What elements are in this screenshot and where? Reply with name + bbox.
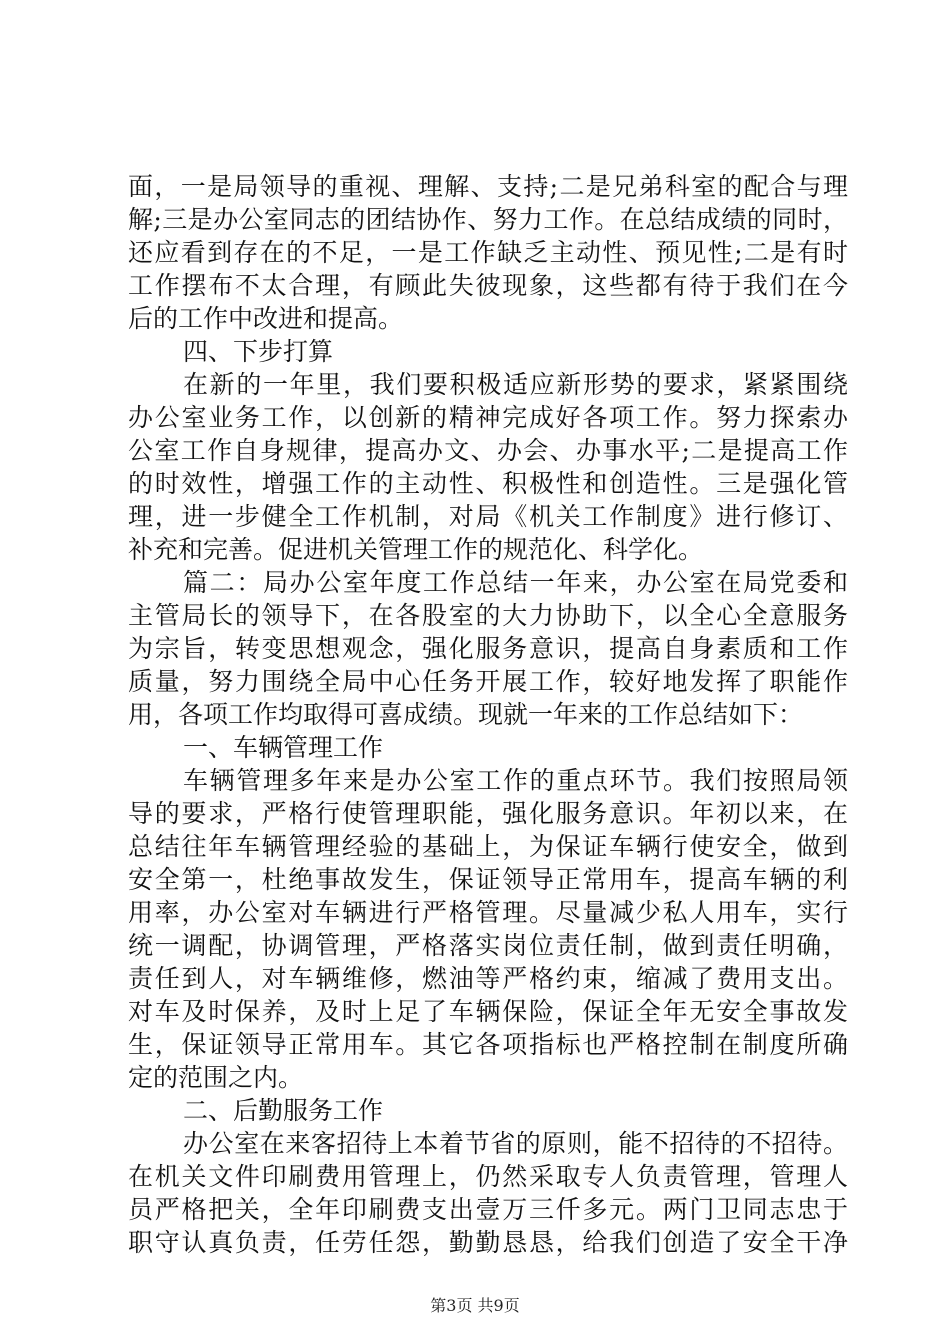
section-heading-vehicle-management: 一、车辆管理工作 <box>183 733 384 762</box>
text-line: 责任到人，对车辆维修，燃油等严格约束，缩减了费用支出。 <box>128 964 848 993</box>
text-line: 为宗旨，转变思想观念，强化服务意识，提高自身素质和工作 <box>128 634 848 663</box>
section-heading-logistics-service: 二、后勤服务工作 <box>183 1096 384 1125</box>
text-line: 办公室在来客招待上本着节省的原则，能不招待的不招待。 <box>183 1129 848 1158</box>
text-line: 对车及时保养，及时上足了车辆保险，保证全年无安全事故发 <box>128 997 848 1026</box>
text-line: 后的工作中改进和提高。 <box>128 304 404 333</box>
text-line: 补充和完善。促进机关管理工作的规范化、科学化。 <box>128 535 704 564</box>
text-line: 导的要求，严格行使管理职能，强化服务意识。年初以来，在 <box>128 799 848 828</box>
text-line: 还应看到存在的不足，一是工作缺乏主动性、预见性;二是有时 <box>128 238 848 267</box>
text-line: 安全第一，杜绝事故发生，保证领导正常用车，提高车辆的利 <box>128 865 848 894</box>
text-line: 总结往年车辆管理经验的基础上，为保证车辆行使安全，做到 <box>128 832 848 861</box>
text-line: 用，各项工作均取得可喜成绩。现就一年来的工作总结如下： <box>128 700 804 729</box>
section-heading-next-plan: 四、下步打算 <box>183 337 334 366</box>
text-line: 篇二：局办公室年度工作总结一年来，办公室在局党委和 <box>183 568 848 597</box>
text-line: 在新的一年里，我们要积极适应新形势的要求，紧紧围绕 <box>183 370 848 399</box>
text-line: 面，一是局领导的重视、理解、支持;二是兄弟科室的配合与理 <box>128 172 848 201</box>
text-line: 主管局长的领导下，在各股室的大力协助下，以全心全意服务 <box>128 601 848 630</box>
page-number-footer: 第3页 共9页 <box>430 1296 520 1315</box>
text-line: 车辆管理多年来是办公室工作的重点环节。我们按照局领 <box>183 766 848 795</box>
text-line: 公室工作自身规律，提高办文、办会、办事水平;二是提高工作 <box>128 436 848 465</box>
text-line: 质量，努力围绕全局中心任务开展工作，较好地发挥了职能作 <box>128 667 848 696</box>
document-body <box>128 170 848 1259</box>
text-line: 工作摆布不太合理，有顾此失彼现象，这些都有待于我们在今 <box>128 271 848 300</box>
text-line: 的时效性，增强工作的主动性、积极性和创造性。三是强化管 <box>128 469 848 498</box>
text-line: 在机关文件印刷费用管理上，仍然采取专人负责管理，管理人 <box>128 1162 848 1191</box>
text-line: 办公室业务工作，以创新的精神完成好各项工作。努力探索办 <box>128 403 848 432</box>
text-line: 理，进一步健全工作机制，对局《机关工作制度》进行修订、 <box>128 502 848 531</box>
text-line: 用率，办公室对车辆进行严格管理。尽量减少私人用车，实行 <box>128 898 848 927</box>
text-line: 统一调配，协调管理，严格落实岗位责任制，做到责任明确， <box>128 931 848 960</box>
text-line: 定的范围之内。 <box>128 1063 304 1092</box>
text-line: 解;三是办公室同志的团结协作、努力工作。在总结成绩的同时， <box>128 205 848 234</box>
text-line: 职守认真负责，任劳任怨，勤勤恳恳，给我们创造了安全干净 <box>128 1228 848 1257</box>
text-line: 员严格把关，全年印刷费支出壹万三仟多元。两门卫同志忠于 <box>128 1195 848 1224</box>
text-line: 生，保证领导正常用车。其它各项指标也严格控制在制度所确 <box>128 1030 848 1059</box>
